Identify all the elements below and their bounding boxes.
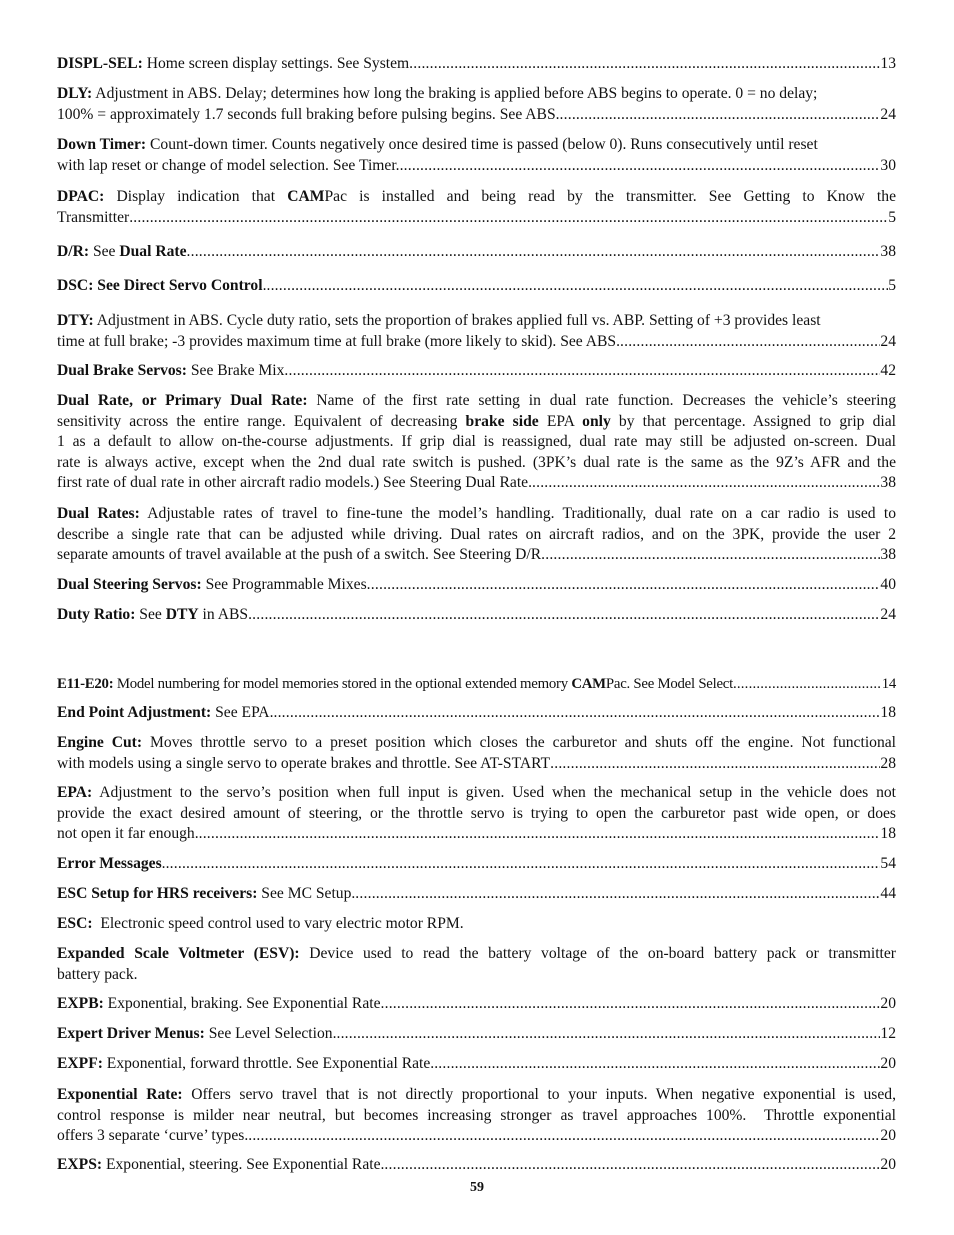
entry-exponential-rate	[57, 1085, 896, 1147]
term: Dual Rate, or Primary Dual Rate:	[57, 392, 308, 409]
term: Duty Ratio:	[57, 606, 136, 623]
entry-esc-setup	[57, 884, 896, 905]
term: DTY:	[57, 312, 94, 329]
term: Expanded Scale Voltmeter (ESV):	[57, 945, 300, 962]
dot-leader	[367, 575, 881, 596]
page-ref: 40	[880, 576, 896, 593]
description: Device used to read the battery voltage of the on-board battery pack or transmitter	[299, 945, 896, 962]
description: Moves throttle servo to a preset position which closes the carburetor and shuts off the engine. Not functional	[142, 734, 896, 751]
description: Pac. See Model Select	[605, 676, 733, 692]
description: offers 3 separate ‘curve’ types.	[57, 1127, 249, 1145]
page-ref: 38	[880, 546, 896, 564]
term: Engine Cut:	[57, 734, 143, 751]
term: DISPL-SEL:	[57, 55, 143, 72]
dot-leader	[733, 674, 882, 695]
entry-esc	[57, 914, 896, 935]
entry-displ-sel	[57, 54, 896, 75]
page-ref: 18	[880, 704, 896, 721]
entry-dty	[57, 311, 896, 352]
page-ref: 20	[880, 995, 896, 1012]
description: Electronic speed control used to vary electric motor RPM.	[92, 915, 464, 932]
description: control response is milder near neutral, but becomes increasing stronger as travel approaches 100%. Throttle exponential	[57, 1106, 896, 1124]
entry-dual-rate-primary	[57, 391, 896, 494]
reference: Dual Rate	[119, 243, 187, 260]
term: Error Messages	[57, 855, 162, 872]
dot-leader	[336, 1024, 880, 1045]
description: .	[262, 277, 267, 294]
page-ref: 42	[880, 362, 896, 379]
page-ref: 30	[880, 156, 896, 174]
description: Count-down timer. Counts negatively once desired time is passed (below 0). Runs consecutively until reset	[146, 136, 818, 153]
page-ref: 20	[880, 1055, 896, 1072]
entry-dual-steering-servos	[57, 575, 896, 596]
page-ref: 44	[880, 885, 896, 902]
term: Exponential Rate:	[57, 1086, 183, 1103]
description: with lap reset or change of model selection. See Timer.	[57, 156, 400, 174]
description: Offers servo travel that is not directly proportional to your inputs. When negative exponential is used,	[182, 1086, 896, 1103]
page-ref: 13	[880, 55, 896, 72]
page-ref: 54	[880, 855, 896, 872]
dot-leader	[166, 854, 881, 875]
term: Down Timer:	[57, 136, 147, 153]
dot-leader	[550, 754, 880, 775]
camp-brand: CAM	[571, 676, 606, 692]
page-ref: 24	[880, 332, 896, 350]
term: E11-E20:	[57, 676, 114, 692]
description: See	[135, 606, 166, 623]
dot-leader	[434, 1054, 880, 1075]
entry-down-timer	[57, 135, 896, 176]
page-ref: 38	[880, 243, 896, 260]
description: battery pack.	[57, 965, 138, 983]
dot-leader	[381, 994, 881, 1015]
page-ref: 28	[880, 754, 896, 772]
dot-leader	[541, 545, 880, 566]
page-number: 59	[470, 1180, 484, 1195]
dot-leader	[532, 473, 880, 494]
term: EXPF:	[57, 1055, 103, 1072]
entry-esv	[57, 944, 896, 985]
entry-dual-brake-servos	[57, 361, 896, 382]
description: Exponential, forward throttle. See Exponential Rate.	[102, 1055, 435, 1072]
dot-leader	[187, 242, 881, 263]
page-ref: 38	[880, 474, 896, 492]
term: Dual Brake Servos:	[57, 362, 187, 379]
entry-dly	[57, 84, 896, 125]
entry-e11-e20	[57, 674, 896, 695]
dot-leader	[384, 1155, 880, 1176]
entry-dr	[57, 242, 896, 263]
description: in ABS	[198, 606, 249, 623]
page-ref: 20	[880, 1156, 896, 1173]
entry-exps	[57, 1155, 896, 1176]
dot-leader	[409, 54, 880, 75]
description: first rate of dual rate in other aircraft radio models.) See Steering Dual Rate.	[57, 474, 532, 492]
term: EXPB:	[57, 995, 104, 1012]
term: Dual Rates:	[57, 505, 140, 522]
description: Adjustable rates of travel to fine-tune the model’s handling. Traditionally, dual rate on a car radio is used to	[139, 505, 896, 522]
description: time at full brake; -3 provides maximum time at full brake (more likely to skid). See ABS.	[57, 332, 620, 350]
dot-leader	[273, 703, 880, 724]
term: DPAC:	[57, 188, 105, 205]
dot-leader	[266, 276, 888, 297]
term: End Point Adjustment:	[57, 704, 212, 721]
description: sensitivity across the entire range. Equivalent of decreasing	[57, 412, 466, 430]
description: Adjustment to the servo’s position when full input is given. Used when the mechanical setup in the vehicle does not	[92, 784, 896, 801]
description: Model numbering for model memories stored in the optional extended memory	[113, 676, 572, 692]
page-ref: 24	[880, 606, 896, 623]
description: Pac is installed and being read by the transmitter. See Getting to Know the	[324, 188, 896, 205]
dot-leader	[400, 156, 881, 177]
description: See MC Setup.	[257, 885, 356, 902]
entry-dual-rates	[57, 504, 896, 566]
dot-leader	[129, 208, 888, 229]
term: DLY:	[57, 85, 93, 102]
page-ref: 5	[888, 277, 896, 294]
page-ref: 14	[881, 676, 896, 692]
entry-error-messages	[57, 854, 896, 875]
description: 100% = approximately 1.7 seconds full braking before pulsing begins. See ABS.	[57, 105, 560, 123]
entry-dpac	[57, 187, 896, 228]
page-ref: 24	[880, 105, 896, 123]
description: See EPA.	[211, 704, 274, 721]
description: Adjustment in ABS. Delay; determines how long the braking is applied before ABS begins to operate. 0 = no delay;	[92, 85, 818, 102]
description: .	[161, 855, 166, 872]
description: Adjustment in ABS. Cycle duty ratio, sets the proportion of brakes applied full vs. ABP. Setting of +3 provides least	[93, 312, 821, 329]
description: Exponential, braking. See Exponential Rate	[103, 995, 381, 1012]
description: rate is always active, except when the 2nd dual rate switch is pushed. (3PK’s dual rate is the same as the 9Z’s AFR and the	[57, 453, 896, 471]
description: Transmitter	[57, 208, 130, 226]
description: EPA	[538, 412, 583, 430]
description: Exponential, steering. See Exponential Rate.	[102, 1156, 385, 1173]
term: Dual Steering Servos:	[57, 576, 202, 593]
emphasis: only	[582, 412, 611, 430]
page-ref: 18	[880, 825, 896, 843]
reference: DTY	[165, 606, 199, 623]
description: Home screen display settings. See System	[142, 55, 410, 72]
dot-leader	[284, 361, 880, 382]
dot-leader	[248, 605, 880, 626]
description: Display indication that	[104, 188, 288, 205]
description: separate amounts of travel available at the push of a switch. See Steering D/R	[57, 546, 542, 564]
entry-engine-cut	[57, 733, 896, 774]
term: ESC Setup for HRS receivers:	[57, 885, 258, 902]
entry-expb	[57, 994, 896, 1015]
dot-leader	[620, 332, 880, 353]
term: D/R:	[57, 243, 90, 260]
entry-duty-ratio	[57, 605, 896, 626]
page-ref: 20	[880, 1127, 896, 1145]
entry-expert-driver-menus	[57, 1024, 896, 1045]
term: DSC: See Direct Servo Control	[57, 277, 263, 294]
term: ESC:	[57, 915, 93, 932]
description: See Level Selection.	[204, 1025, 337, 1042]
camp-brand: CAM	[287, 188, 325, 205]
page-ref: 12	[880, 1025, 896, 1042]
entry-end-point-adjustment	[57, 703, 896, 724]
emphasis: brake side	[465, 412, 539, 430]
term: EXPS:	[57, 1156, 103, 1173]
description: Name of the first rate setting in dual rate function. Decreases the vehicle’s steering	[307, 392, 896, 409]
page-ref: 5	[888, 208, 896, 226]
description: not open it far enough.	[57, 825, 199, 843]
entry-expf	[57, 1054, 896, 1075]
description: provide the exact desired amount of steering, or the throttle servo is trying to open the carburetor past wide open, or does	[57, 804, 896, 822]
dot-leader	[199, 824, 881, 845]
dot-leader	[355, 884, 880, 905]
description: with models using a single servo to operate brakes and throttle. See AT-START	[57, 754, 551, 772]
dot-leader	[560, 105, 881, 126]
description: describe a single rate that can be adjusted while driving. Dual rates on aircraft radios, and on the 3PK, provide the user 2	[57, 525, 896, 543]
entry-dsc	[57, 276, 896, 297]
description: See Brake Mix	[186, 362, 285, 379]
description: See Programmable Mixes	[201, 576, 367, 593]
term: Expert Driver Menus:	[57, 1025, 205, 1042]
entry-epa	[57, 783, 896, 845]
description: by that percentage. Assigned to grip dial	[610, 412, 897, 430]
term: EPA:	[57, 784, 93, 801]
dot-leader	[248, 1126, 880, 1147]
description: See	[89, 243, 120, 260]
description: 1 as a default to allow on-the-course adjustments. If grip dial is reassigned, dual rate may still be adjusted on-screen. Dual	[57, 433, 896, 451]
